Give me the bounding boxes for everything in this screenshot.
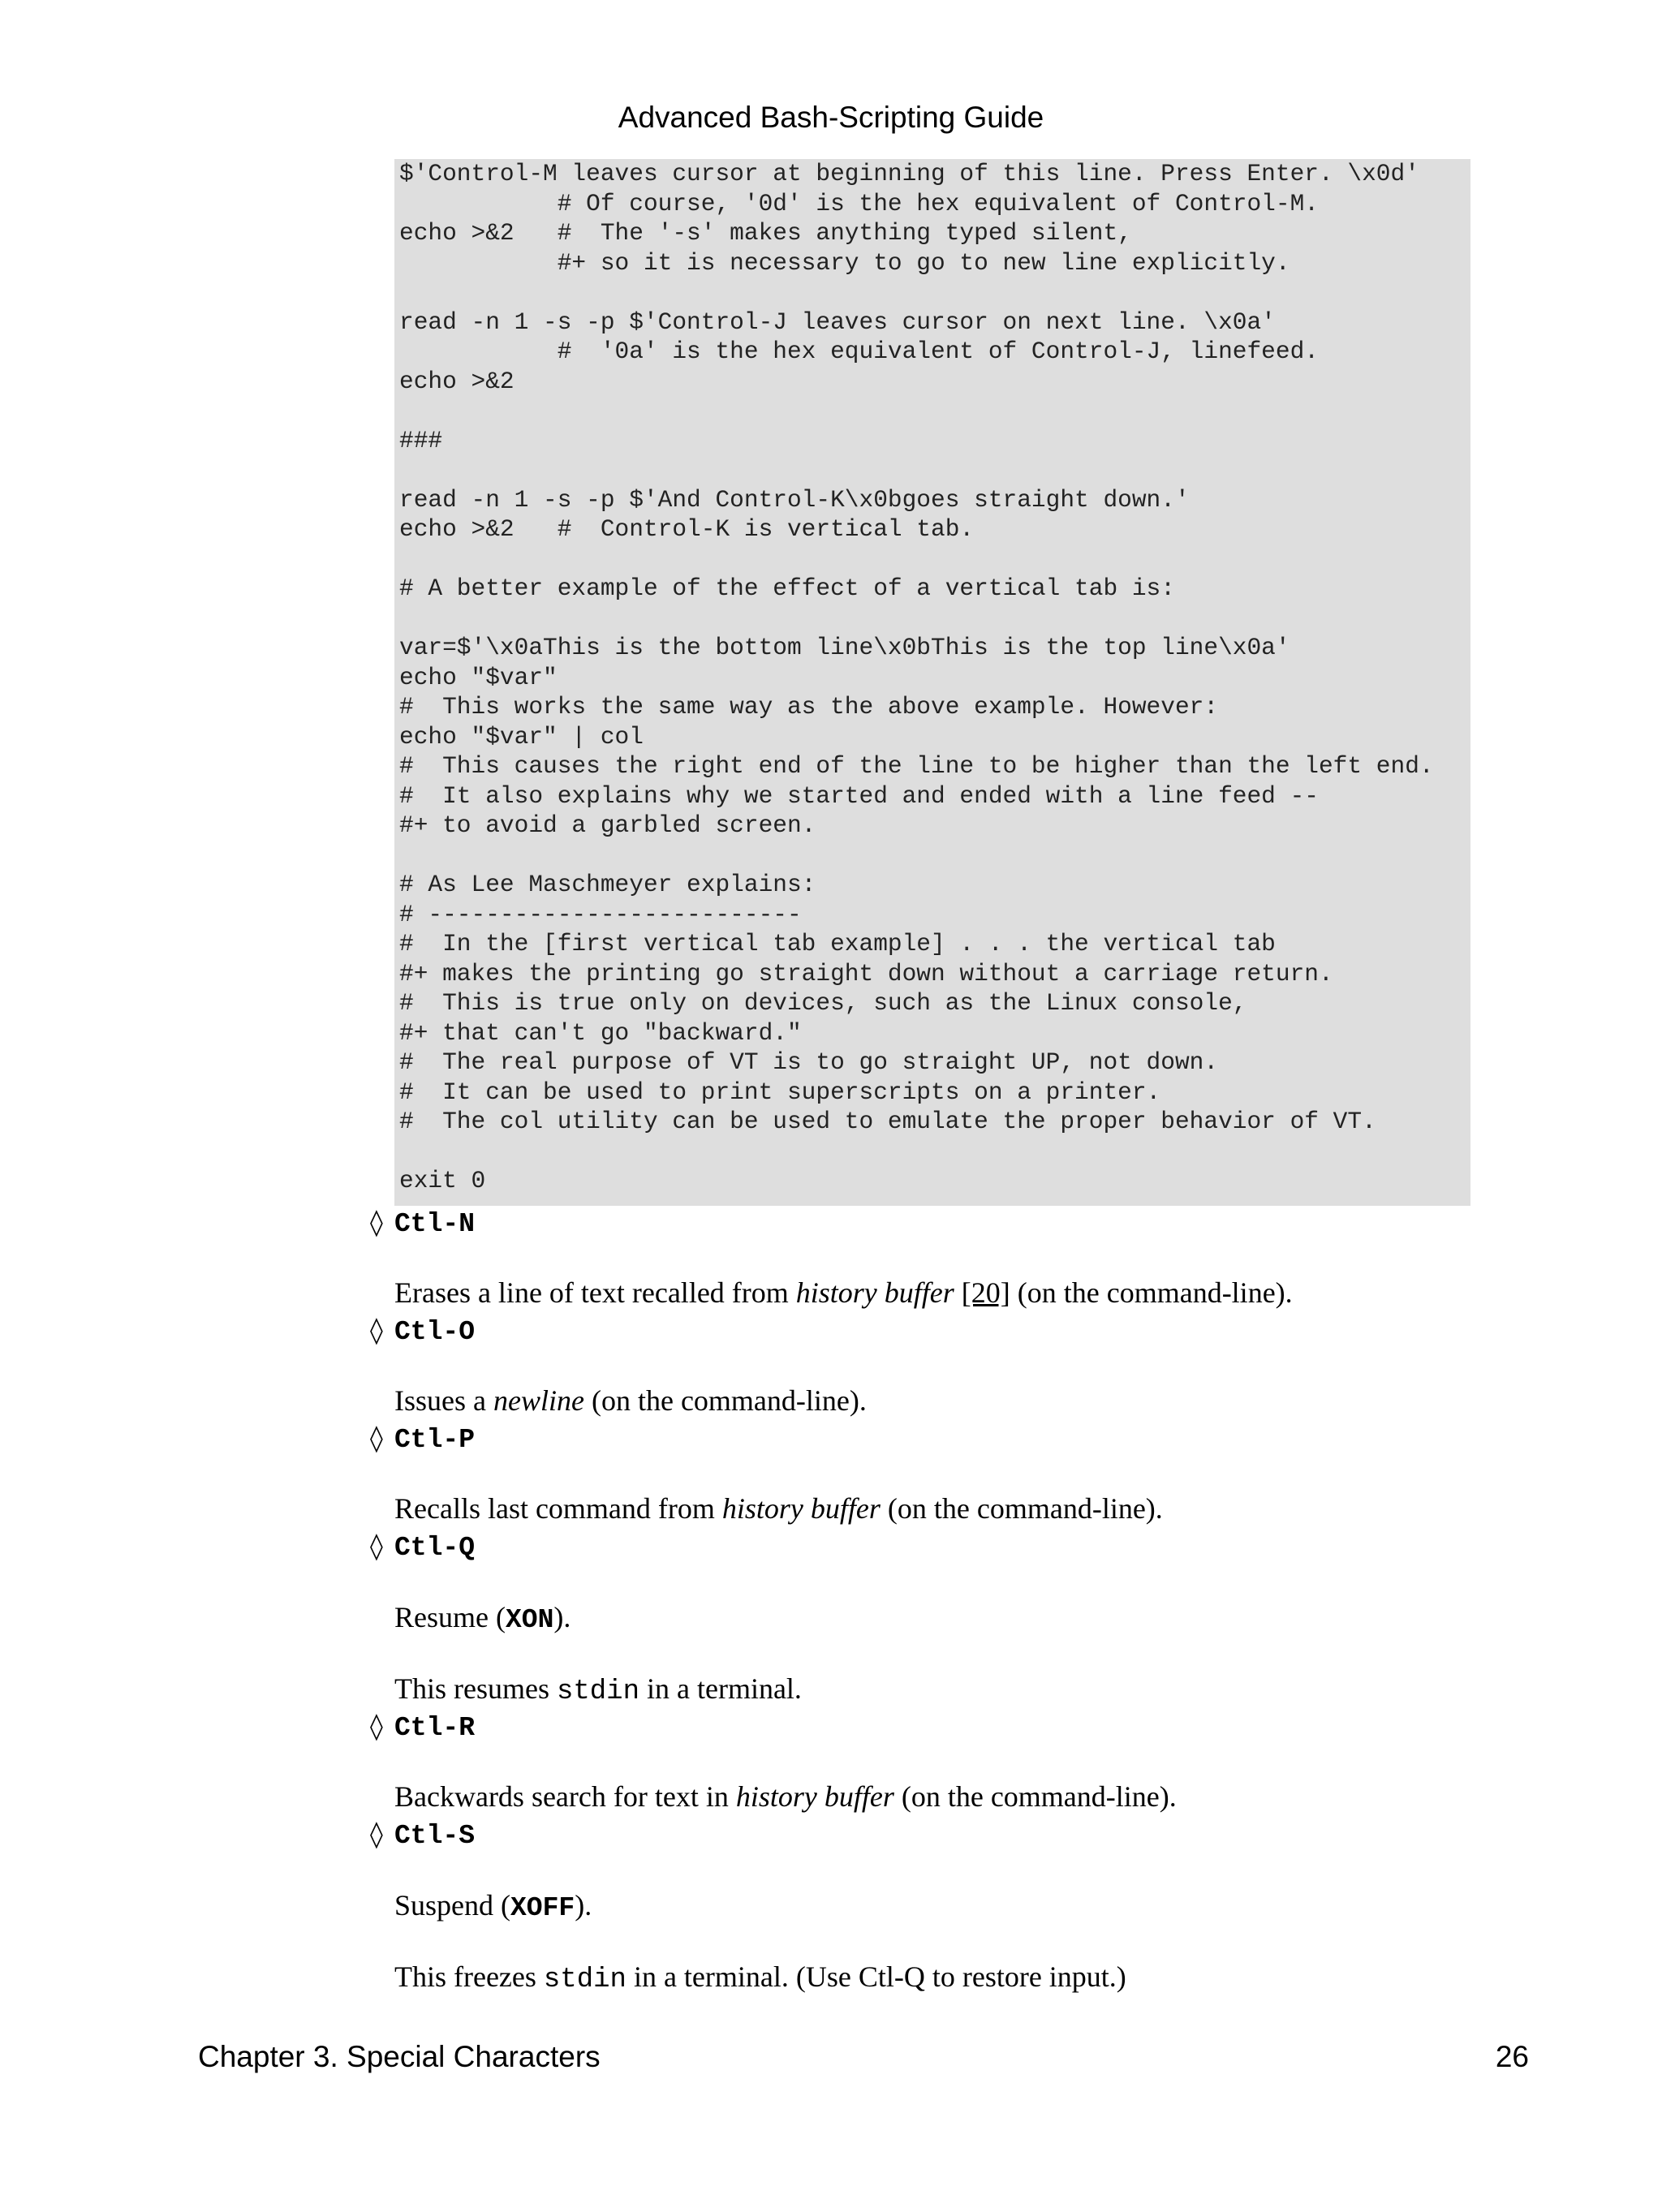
footer-page-number: 26 <box>1495 2040 1529 2073</box>
code-line: # The real purpose of VT is to go straight UP, not down. <box>399 1048 1219 1076</box>
description-ctl-p: Recalls last command from history buffer (on the command-line). <box>394 1492 1163 1525</box>
code-line: echo >&2 # The '-s' makes anything typed silent, <box>399 219 1132 247</box>
code-line: read -n 1 -s -p $'And Control-K\x0bgoes straight down.' <box>399 485 1190 514</box>
bullet-diamond-icon: ◊ <box>370 1315 383 1345</box>
code-line <box>399 604 1470 634</box>
note-ctl-s: This freezes stdin in a terminal. (Use Ctl-Q to restore input.) <box>394 1960 1126 1995</box>
code-line: #+ makes the printing go straight down without a carriage return. <box>399 959 1333 988</box>
code-line <box>399 396 1470 426</box>
term-label: Ctl-O <box>394 1317 476 1347</box>
code-line: # This causes the right end of the line to be higher than the left end. <box>399 752 1434 780</box>
code-line: # '0a' is the hex equivalent of Control-J, linefeed. <box>399 338 1319 365</box>
term-label: Ctl-Q <box>394 1533 476 1563</box>
code-line <box>399 841 1470 871</box>
code-line: # It can be used to print superscripts on a printer. <box>399 1078 1161 1106</box>
footer-chapter: Chapter 3. Special Characters <box>198 2040 601 2073</box>
bullet-diamond-icon: ◊ <box>370 1422 383 1453</box>
code-line: var=$'\x0aThis is the bottom line\x0bThis is the top line\x0a' <box>399 634 1290 661</box>
code-line: $'Control-M leaves cursor at beginning of this line. Press Enter. \x0d' <box>399 160 1419 187</box>
code-line <box>399 544 1470 575</box>
code-line: # This works the same way as the above example. However: <box>399 693 1219 721</box>
code-line: echo "$var" | col <box>399 722 644 751</box>
code-line: # As Lee Maschmeyer explains: <box>399 871 816 898</box>
code-line: echo >&2 # Control-K is vertical tab. <box>399 515 975 543</box>
code-line: echo "$var" <box>399 663 558 691</box>
code-line: # A better example of the effect of a vertical tab is: <box>399 575 1175 602</box>
note-ctl-q: This resumes stdin in a terminal. <box>394 1672 802 1707</box>
code-line: # In the [first vertical tab example] . . . the vertical tab <box>399 930 1276 958</box>
description-ctl-s: Suspend (XOFF). <box>394 1889 592 1923</box>
term-ctl-r <box>370 1708 475 1744</box>
bullet-diamond-icon: ◊ <box>370 1711 383 1741</box>
code-line <box>399 1137 1470 1167</box>
code-line: exit 0 <box>399 1167 486 1194</box>
code-line: # -------------------------- <box>399 900 802 928</box>
code-line: read -n 1 -s -p $'Control-J leaves cursor on next line. \x0a' <box>399 308 1276 336</box>
bullet-diamond-icon: ◊ <box>370 1818 383 1849</box>
description-ctl-q: Resume (XON). <box>394 1601 571 1635</box>
code-line: # The col utility can be used to emulate the proper behavior of VT. <box>399 1108 1376 1135</box>
term-ctl-n <box>370 1204 475 1240</box>
page-header: Advanced Bash-Scripting Guide <box>618 101 1044 134</box>
code-line: echo >&2 <box>399 367 515 395</box>
description-ctl-n: Erases a line of text recalled from history buffer [20] (on the command-line). <box>394 1276 1293 1309</box>
code-line: #+ to avoid a garbled screen. <box>399 811 816 839</box>
bullet-diamond-icon: ◊ <box>370 1207 383 1237</box>
code-line: # It also explains why we started and ended with a line feed -- <box>399 781 1319 810</box>
term-ctl-q <box>370 1528 475 1564</box>
code-line: # Of course, '0d' is the hex equivalent of Control-M. <box>399 189 1319 217</box>
term-label: Ctl-R <box>394 1713 476 1743</box>
code-line: # This is true only on devices, such as the Linux console, <box>399 989 1247 1017</box>
term-ctl-p <box>370 1420 475 1456</box>
term-ctl-s <box>370 1816 475 1852</box>
term-label: Ctl-P <box>394 1425 476 1455</box>
code-line <box>399 455 1470 485</box>
term-label: Ctl-S <box>394 1821 476 1851</box>
footnote-link[interactable]: [20] <box>961 1276 1010 1309</box>
description-ctl-r: Backwards search for text in history buffer (on the command-line). <box>394 1780 1177 1813</box>
code-line: #+ so it is necessary to go to new line explicitly. <box>399 248 1290 277</box>
term-ctl-o <box>370 1312 475 1348</box>
code-line <box>399 278 1470 308</box>
code-listing <box>394 159 1470 1206</box>
description-ctl-o: Issues a newline (on the command-line). <box>394 1384 867 1417</box>
term-label: Ctl-N <box>394 1209 476 1239</box>
code-line: ### <box>399 426 443 454</box>
code-line: #+ that can't go "backward." <box>399 1018 802 1047</box>
bullet-diamond-icon: ◊ <box>370 1530 383 1561</box>
